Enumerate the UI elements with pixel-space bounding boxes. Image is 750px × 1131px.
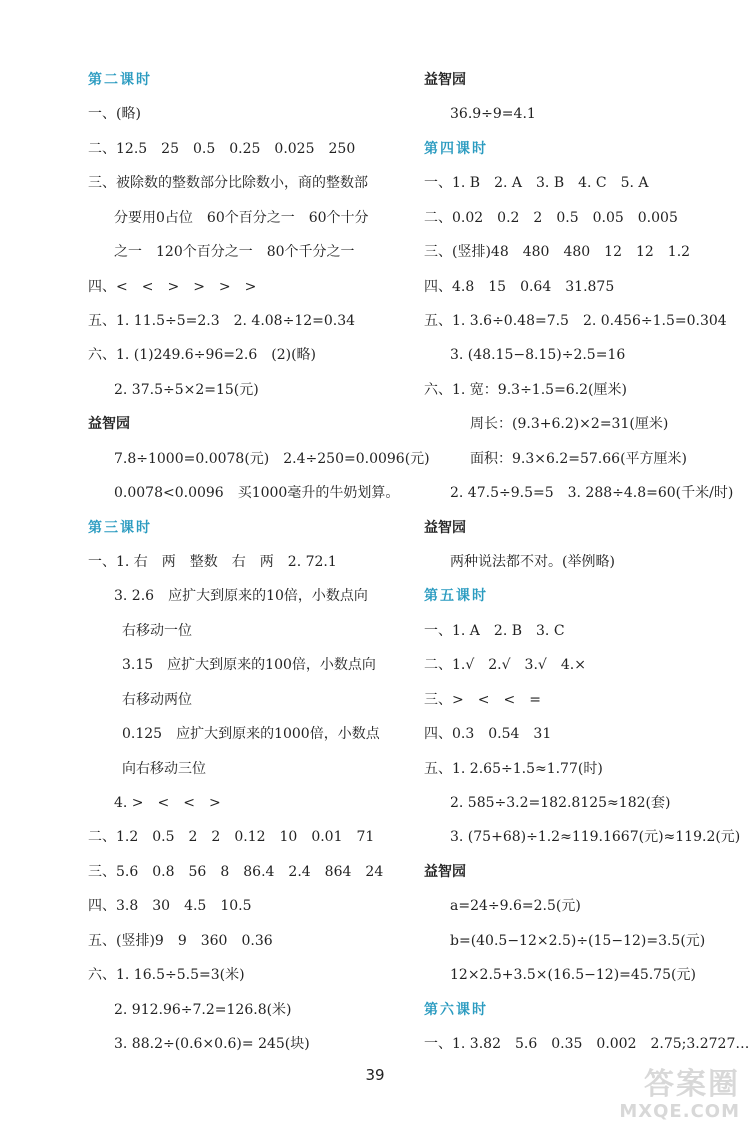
answer-line: 二、12.5 25 0.5 0.25 0.025 250 xyxy=(88,141,356,157)
answer-line: 二、0.02 0.2 2 0.5 0.05 0.005 xyxy=(424,210,678,226)
watermark-bottom-text: MXQE.COM xyxy=(619,1101,740,1122)
answer-line: 2. 912.96÷7.2=126.8(米) xyxy=(114,1002,292,1018)
watermark-top-text: 答案圈 xyxy=(644,1067,740,1102)
answer-line: 二、1.2 0.5 2 2 0.12 10 0.01 71 xyxy=(88,829,375,845)
answer-line: 周长：(9.3+6.2)×2=31(厘米) xyxy=(470,416,669,432)
page-number: 39 xyxy=(365,1066,385,1084)
answer-line: 五、(竖排)9 9 360 0.36 xyxy=(88,933,273,949)
answer-line: 四、3.8 30 4.5 10.5 xyxy=(88,898,252,914)
answer-line: 四、4.8 15 0.64 31.875 xyxy=(424,279,615,295)
answer-line: 2. 37.5÷5×2=15(元) xyxy=(114,382,259,398)
answer-line: 三、> < < = xyxy=(424,692,541,708)
answer-line: 一、1. A 2. B 3. C xyxy=(424,623,565,639)
answer-line: 两种说法都不对。(举例略) xyxy=(450,554,615,570)
answer-line: 3. (48.15−8.15)÷2.5=16 xyxy=(450,347,626,363)
lesson-heading: 第四课时 xyxy=(424,141,488,157)
answer-line: 一、(略) xyxy=(88,106,141,122)
section-heading: 益智园 xyxy=(424,72,466,88)
lesson-heading: 第五课时 xyxy=(424,588,488,604)
answer-line: 4. > < < > xyxy=(114,795,221,811)
section-heading: 益智园 xyxy=(88,416,130,432)
answer-line: 五、1. 11.5÷5=2.3 2. 4.08÷12=0.34 xyxy=(88,313,356,329)
answer-line: 五、1. 2.65÷1.5≈1.77(时) xyxy=(424,761,603,777)
answer-line: 0.125 应扩大到原来的1000倍，小数点 xyxy=(122,726,380,742)
answer-line: 六、1. (1)249.6÷96=2.6 (2)(略) xyxy=(88,347,317,363)
answer-line: a=24÷9.6=2.5(元) xyxy=(450,898,581,914)
section-heading: 益智园 xyxy=(424,520,466,536)
answer-line: 二、1.√ 2.√ 3.√ 4.× xyxy=(424,657,586,673)
answer-line: 一、1. B 2. A 3. B 4. C 5. A xyxy=(424,175,649,191)
answer-line: 一、1. 右 两 整数 右 两 2. 72.1 xyxy=(88,554,337,570)
answer-line: 四、< < > > > > xyxy=(88,279,257,295)
answer-line: 7.8÷1000=0.0078(元) 2.4÷250=0.0096(元) xyxy=(114,451,430,467)
answer-line: 3.15 应扩大到原来的100倍，小数点向 xyxy=(122,657,376,673)
answer-line: 面积：9.3×6.2=57.66(平方厘米) xyxy=(470,451,687,467)
answer-line: 三、被除数的整数部分比除数小，商的整数部 xyxy=(88,175,368,191)
watermark-logo xyxy=(608,1069,740,1127)
lesson-heading: 第六课时 xyxy=(424,1002,488,1018)
answer-line: 3. 88.2÷(0.6×0.6)= 245(块) xyxy=(114,1036,310,1052)
answer-line: b=(40.5−12×2.5)÷(15−12)=3.5(元) xyxy=(450,933,706,949)
answer-line: 3. 2.6 应扩大到原来的10倍，小数点向 xyxy=(114,588,368,604)
answer-line: 一、1. 3.82 5.6 0.35 0.002 2.75;3.2727… xyxy=(424,1036,750,1052)
lesson-heading: 第三课时 xyxy=(88,520,152,536)
answer-line: 六、1. 宽：9.3÷1.5=6.2(厘米) xyxy=(424,382,627,398)
answer-line: 12×2.5+3.5×(16.5−12)=45.75(元) xyxy=(450,967,696,983)
answer-line: 五、1. 3.6÷0.48=7.5 2. 0.456÷1.5=0.304 xyxy=(424,313,727,329)
answer-line: 右移动一位 xyxy=(122,623,192,639)
answer-line: 向右移动三位 xyxy=(122,761,206,777)
answer-line: 0.0078<0.0096 买1000毫升的牛奶划算。 xyxy=(114,485,400,501)
answer-line: 四、0.3 0.54 31 xyxy=(424,726,552,742)
answer-line: 2. 47.5÷9.5=5 3. 288÷4.8=60(千米/时) xyxy=(450,485,734,501)
answer-line: 36.9÷9=4.1 xyxy=(450,106,536,122)
lesson-heading: 第二课时 xyxy=(88,72,152,88)
section-heading: 益智园 xyxy=(424,864,466,880)
answer-line: 三、5.6 0.8 56 8 86.4 2.4 864 24 xyxy=(88,864,384,880)
answer-line: 3. (75+68)÷1.2≈119.1667(元)≈119.2(元) xyxy=(450,829,741,845)
answer-line: 三、(竖排)48 480 480 12 12 1.2 xyxy=(424,244,691,260)
answer-line: 六、1. 16.5÷5.5=3(米) xyxy=(88,967,245,983)
answer-line: 之一 120个百分之一 80个千分之一 xyxy=(114,244,355,260)
answer-line: 分要用0占位 60个百分之一 60个十分 xyxy=(114,210,369,226)
answer-line: 2. 585÷3.2=182.8125≈182(套) xyxy=(450,795,671,811)
answer-line: 右移动两位 xyxy=(122,692,192,708)
